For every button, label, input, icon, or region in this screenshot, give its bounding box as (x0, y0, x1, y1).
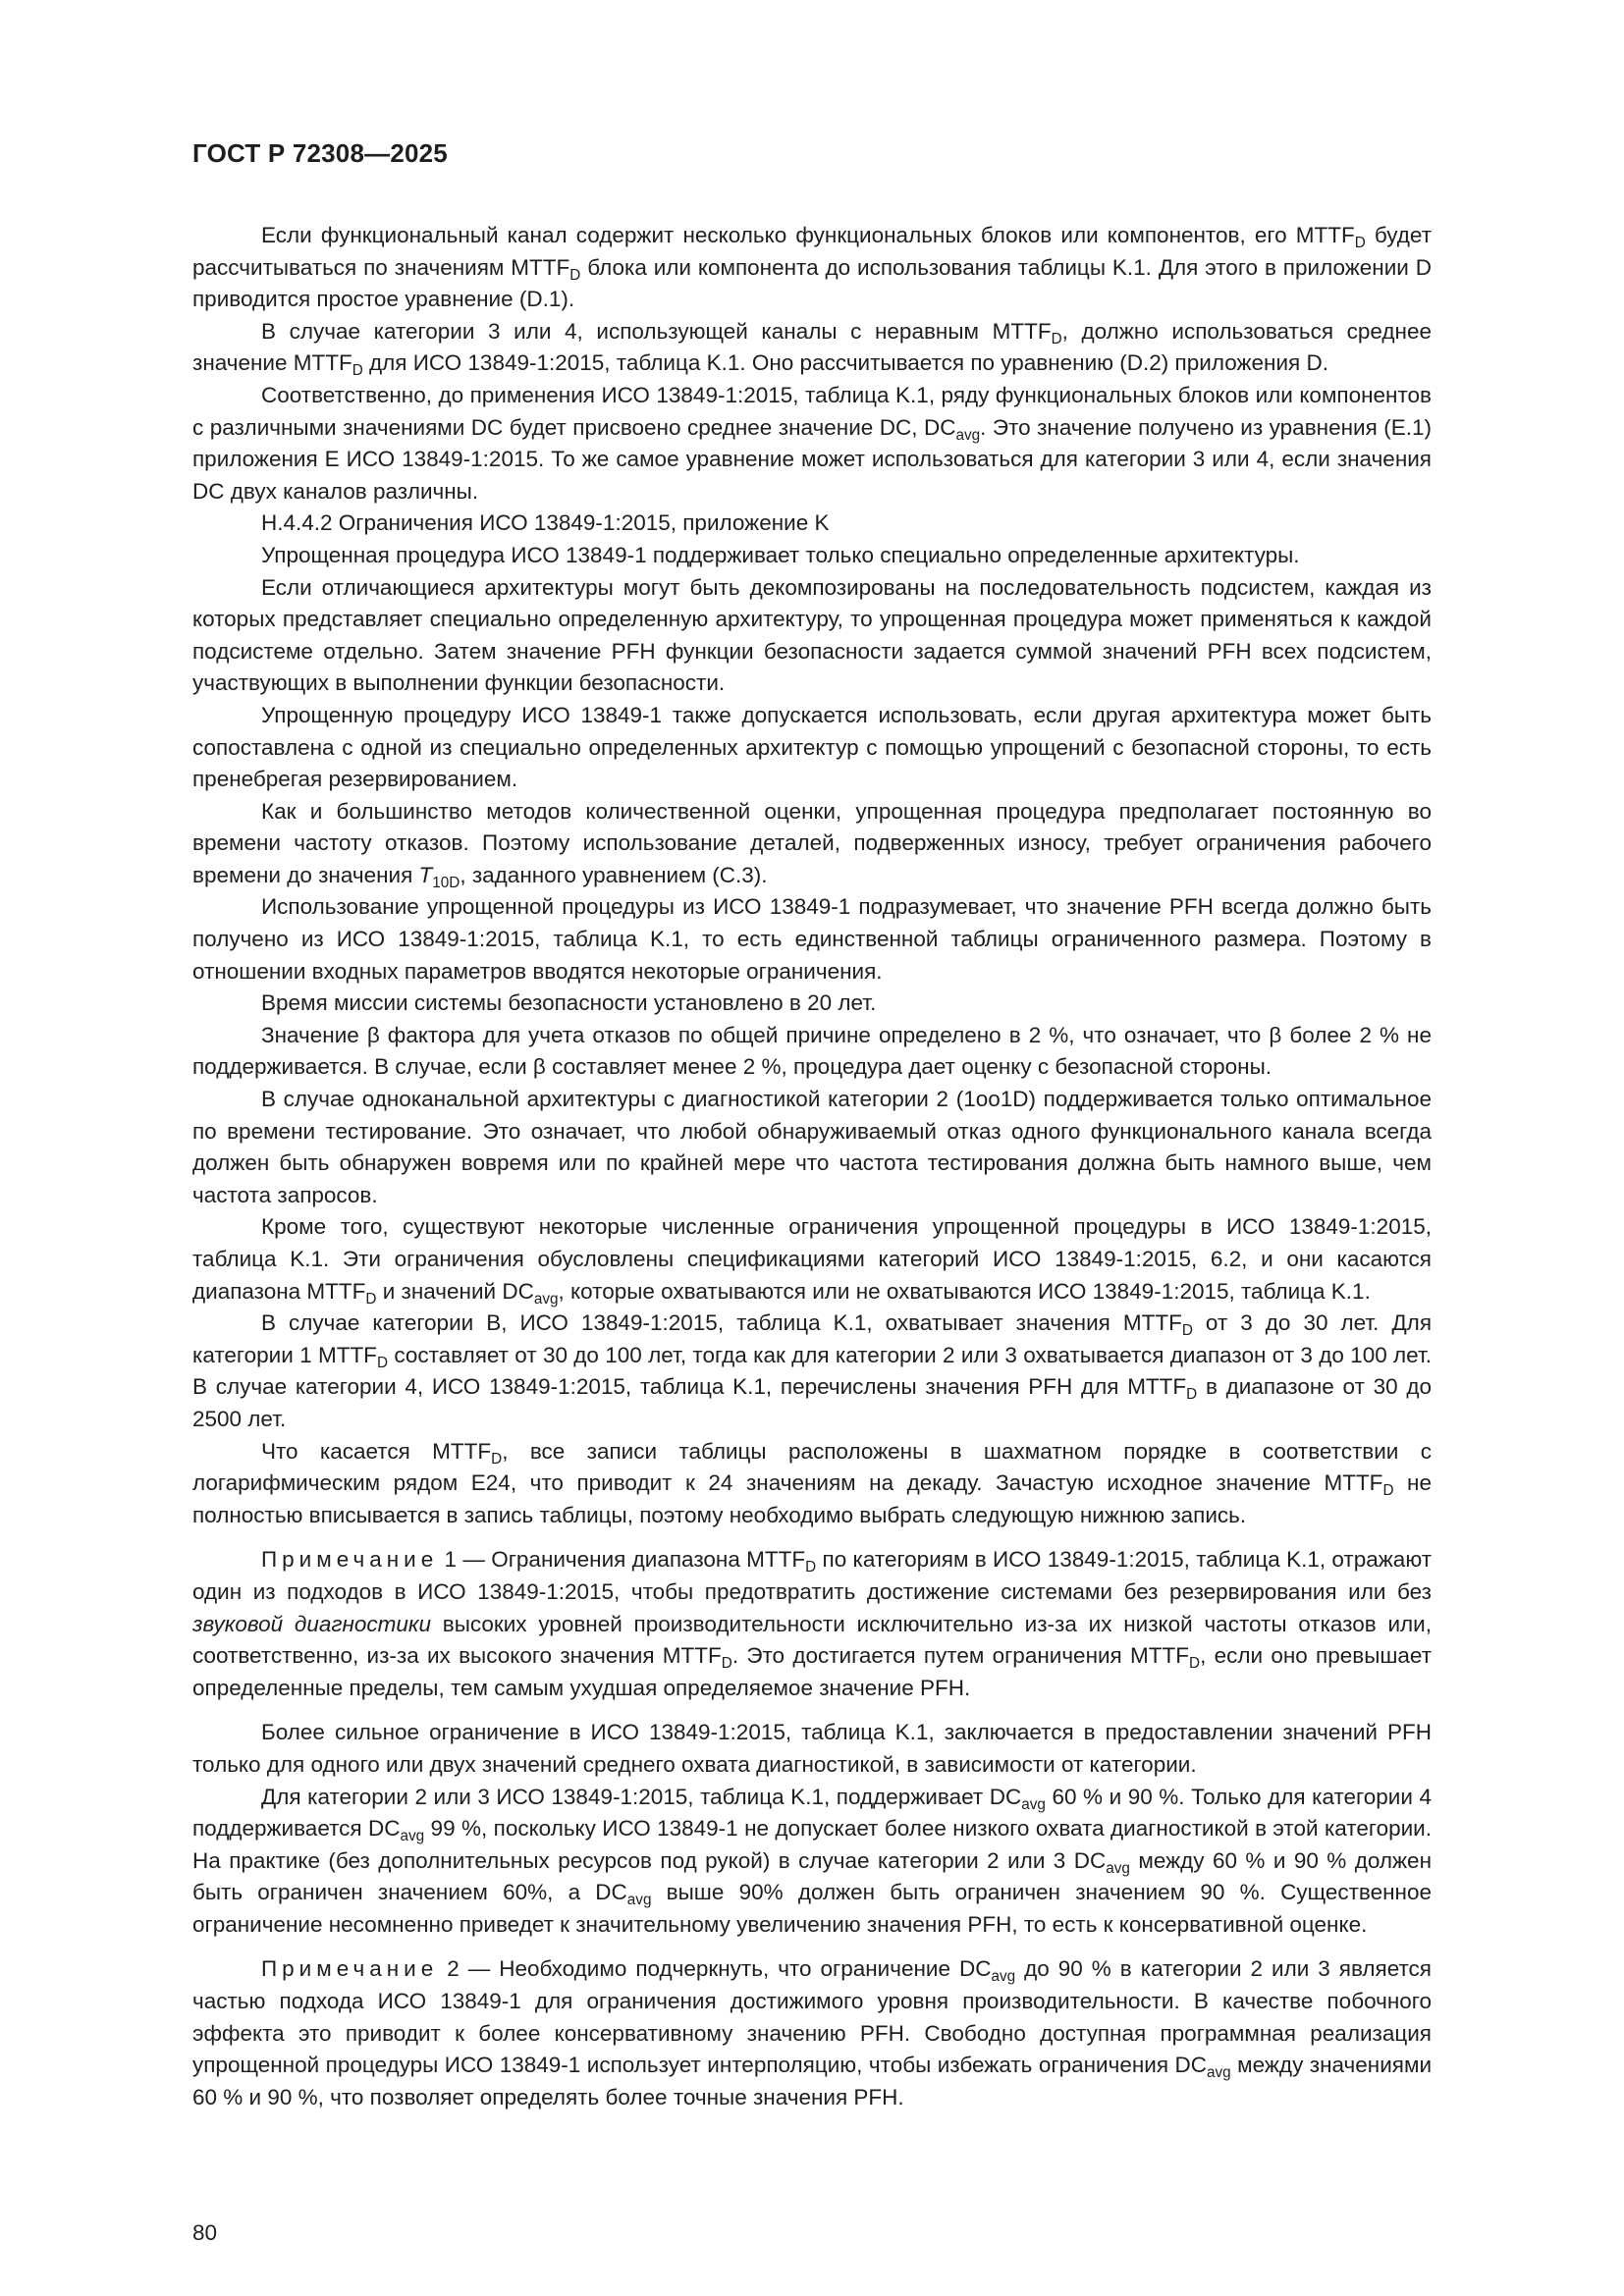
subscript: avg (955, 426, 981, 444)
text-run: между 60 % и 90 % должен быть ограничен значением 60%, а DC (192, 1847, 1432, 1905)
text-run: Как и большинство методов количественной оценки, упрощенная процедура предполагает постоянную во времени частоту отказов. Поэтому использование деталей, подверженных износу, требует ограничения рабочего времени до значения (192, 798, 1432, 887)
subscript: avg (991, 1968, 1016, 1986)
paragraph (192, 796, 1432, 892)
note-label: Примечание (261, 1547, 439, 1573)
text-run: Если функциональный канал содержит несколько функциональных блоков или компонентов, его MTTF (261, 223, 1355, 247)
subscript: D (491, 1450, 503, 1468)
subscript: D (1186, 1386, 1198, 1404)
text-run: между значениями 60 % и 90 %, что позволяет определять более точные значения PFH. (192, 2053, 1433, 2109)
subscript: D (352, 362, 363, 380)
text-run: Упрощенную процедуру ИСО 13849-1 также допускается использовать, если другая архитектура может быть сопоставлена с одной из специально определенных архитектур с помощью упрощений с безопасной стороны, то есть пренебрегая резервированием. (192, 702, 1432, 792)
text-run: Соответственно, до применения ИСО 13849-1:2015, таблица K.1, ряду функциональных блоков или компонентов с различными значениями DC будет присвоено среднее значение DC, DC (192, 382, 1432, 440)
text-run: составляет от 30 до 100 лет, тогда как для категории 2 или 3 охватывается диапазон от 3 до 100 лет. В случае категории 4, ИСО 13849-1:2015, таблица K.1, перечислены значения PFH для MTTF (192, 1342, 1433, 1400)
document-body (192, 220, 1432, 2113)
paragraph (192, 1084, 1432, 1211)
subscript: D (1051, 330, 1062, 347)
text-run: не полностью вписывается в запись таблицы, поэтому необходимо выбрать следующую нижнюю запись. (192, 1470, 1432, 1527)
page-number: 80 (192, 2220, 218, 2245)
italic-text: звуковой диагностики (192, 1611, 431, 1636)
paragraph (192, 380, 1432, 507)
text-run: . Это значение получено из уравнения (E.1) приложения E ИСО 13849-1:2015. То же самое уравнение может использоваться для категории 3 или 4, если значения DC двух каналов различны. (192, 414, 1432, 504)
paragraph (192, 988, 1432, 1020)
text-run: блока или компонента до использования таблицы K.1. Для этого в приложении D приводится простое уравнение (D.1). (192, 254, 1432, 312)
subscript: D (376, 1354, 388, 1371)
paragraph (192, 891, 1432, 988)
note-paragraph (192, 1544, 1432, 1704)
paragraph (192, 1020, 1432, 1084)
paragraph (192, 1436, 1432, 1532)
paragraph (192, 700, 1432, 796)
paragraph (192, 540, 1432, 572)
subscript: D (569, 266, 581, 284)
text-run: , если оно превышает определенные пределы, тем самым ухудшая определяемое значение PFH. (192, 1643, 1433, 1700)
document-page (192, 137, 1432, 2248)
text-run: , все записи таблицы расположены в шахматном порядке в соответствии с логарифмическим рядом E24, что приводит к 24 значениям на декаду. Зачастую исходное значение MTTF (192, 1438, 1432, 1496)
paragraph (192, 1717, 1432, 1781)
text-run: 1 — Ограничения диапазона MTTF (438, 1547, 806, 1573)
text-run: 99 %, поскольку ИСО 13849-1 не допускает более низкого охвата диагностикой в этой категории. На практике (без дополнительных ресурсов под рукой) в случае категории 2 или 3 DC (192, 1816, 1432, 1873)
document-header: ГОСТ Р 72308—2025 (192, 138, 448, 168)
text-run: и значений DC (376, 1278, 534, 1304)
text-run: Упрощенная процедура ИСО 13849-1 поддерживает только специально определенные архитектуры. (261, 542, 1300, 567)
text-run: будет рассчитываться по значениям MTTF (192, 223, 1433, 280)
subscript: D (805, 1559, 817, 1576)
paragraph (192, 220, 1432, 316)
paragraph (192, 1782, 1432, 1942)
text-run: Значение β фактора для учета отказов по общей причине определено в 2 %, что означает, что β более 2 % не поддерживается. В случае, если β составляет менее 2 %, процедура дает оценку с безопасной стороны. (192, 1022, 1432, 1080)
text-run: Н.4.4.2 Ограничения ИСО 13849-1:2015, приложение K (261, 510, 830, 536)
paragraph (192, 507, 1432, 540)
text-run: для ИСО 13849-1:2015, таблица K.1. Оно рассчитывается по уравнению (D.2) приложения D. (362, 350, 1328, 376)
text-run: В случае категории 3 или 4, использующей каналы с неравным MTTF (261, 318, 1052, 344)
paragraph (192, 572, 1432, 700)
text-run: выше 90% должен быть ограничен значением 90 %. Существенное ограничение несомненно приведет к значительному увеличению значения PFH, то есть к консервативной оценке. (192, 1880, 1432, 1937)
text-run: Использование упрощенной процедуры из ИСО 13849-1 подразумевает, что значение PFH всегда должно быть получено из ИСО 13849-1:2015, таблица K.1, то есть единственной таблицы ограниченного размера. Поэтому в отношении входных параметров вводятся некоторые ограничения. (192, 894, 1432, 984)
subscript: avg (1021, 1795, 1046, 1813)
paragraph (192, 1308, 1432, 1435)
text-run: , которые охватываются или не охватываются ИСО 13849-1:2015, таблица K.1. (558, 1278, 1371, 1304)
text-run: 2 — Необходимо подчеркнуть, что ограничение DC (438, 1956, 992, 1982)
text-run: , должно использоваться среднее значение MTTF (192, 318, 1432, 376)
paragraph (192, 1211, 1432, 1308)
subscript: avg (400, 1827, 425, 1844)
text-run: высоких уровней производительности исключительно из-за их низкой частоты отказов или, соответственно, из-за их высокого значения MTTF (192, 1611, 1432, 1669)
subscript: avg (533, 1290, 559, 1308)
text-run: . Это достигается путем ограничения MTTF (731, 1643, 1189, 1669)
subscript: D (1189, 1655, 1201, 1673)
text-run: по категориям в ИСО 13849-1:2015, таблица K.1, отражают один из подходов в ИСО 13849-1:2015, чтобы предотвратить достижение системами без резервирования или без (192, 1547, 1433, 1604)
text-run: до 90 % в категории 2 или 3 является частью подхода ИСО 13849-1 для ограничения достижимого уровня производительности. В качестве побочного эффекта это приводит к более консервативному значению PFH. Свободно доступная программная реализация упрощенной процедуры ИСО 13849-1 использует интерполяцию, чтобы избежать ограничения DC (192, 1956, 1432, 2078)
text-run: в диапазоне от 30 до 2500 лет. (192, 1374, 1432, 1431)
subscript: D (1181, 1322, 1193, 1340)
paragraph (192, 316, 1432, 380)
text-run: Время миссии системы безопасности установлено в 20 лет. (261, 990, 877, 1016)
note-paragraph (192, 1953, 1432, 2113)
text-run: Что касается MTTF (261, 1438, 492, 1464)
subscript: avg (626, 1892, 652, 1909)
text-run: В случае одноканальной архитектуры с диагностикой категории 2 (1oo1D) поддерживается только оптимальное по времени тестирование. Это означает, что любой обнаруживаемый отказ одного функционального канала всегда должен быть обнаружен вовремя или по крайней мере что частота тестирования должна быть намного выше, чем частота запросов. (192, 1087, 1432, 1207)
subscript: D (365, 1290, 377, 1308)
text-run: 60 % и 90 %. Только для категории 4 поддерживается DC (192, 1784, 1432, 1842)
subscript: avg (1207, 2064, 1231, 2082)
text-run: Для категории 2 или 3 ИСО 13849-1:2015, таблица K.1, поддерживает DC (261, 1784, 1022, 1809)
text-run: В случае категории B, ИСО 13849-1:2015, таблица K.1, охватывает значения MTTF (261, 1310, 1182, 1336)
text-run: Более сильное ограничение в ИСО 13849-1:2015, таблица K.1, заключается в предоставлении значений PFH только для одного или двух значений среднего охвата диагностикой, в зависимости от категории. (192, 1720, 1432, 1777)
subscript: D (1354, 234, 1366, 251)
text-run: Кроме того, существуют некоторые численные ограничения упрощенной процедуры в ИСО 13849-1:2015, таблица K.1. Эти ограничения обусловлены спецификациями категорий ИСО 13849-1:2015, 6.2, и они касаются диапазона MTTF (192, 1214, 1432, 1304)
subscript: D (1382, 1482, 1394, 1500)
subscript: D (721, 1655, 732, 1673)
text-run: Если отличающиеся архитектуры могут быть декомпозированы на последовательность подсистем, каждая из которых представляет специально определенную архитектуру, то упрощенная процедура может применяться к каждой подсистеме отдельно. Затем значение PFH функции безопасности задается суммой значений PFH всех подсистем, участвующих в выполнении функции безопасности. (192, 574, 1432, 696)
italic-text: T (418, 862, 433, 887)
note-label: Примечание (261, 1956, 439, 1982)
subscript: avg (1106, 1859, 1130, 1877)
text-run: от 3 до 30 лет. Для категории 1 MTTF (192, 1310, 1432, 1367)
subscript: 10D (432, 874, 460, 891)
text-run: , заданного уравнением (C.3). (460, 862, 768, 887)
